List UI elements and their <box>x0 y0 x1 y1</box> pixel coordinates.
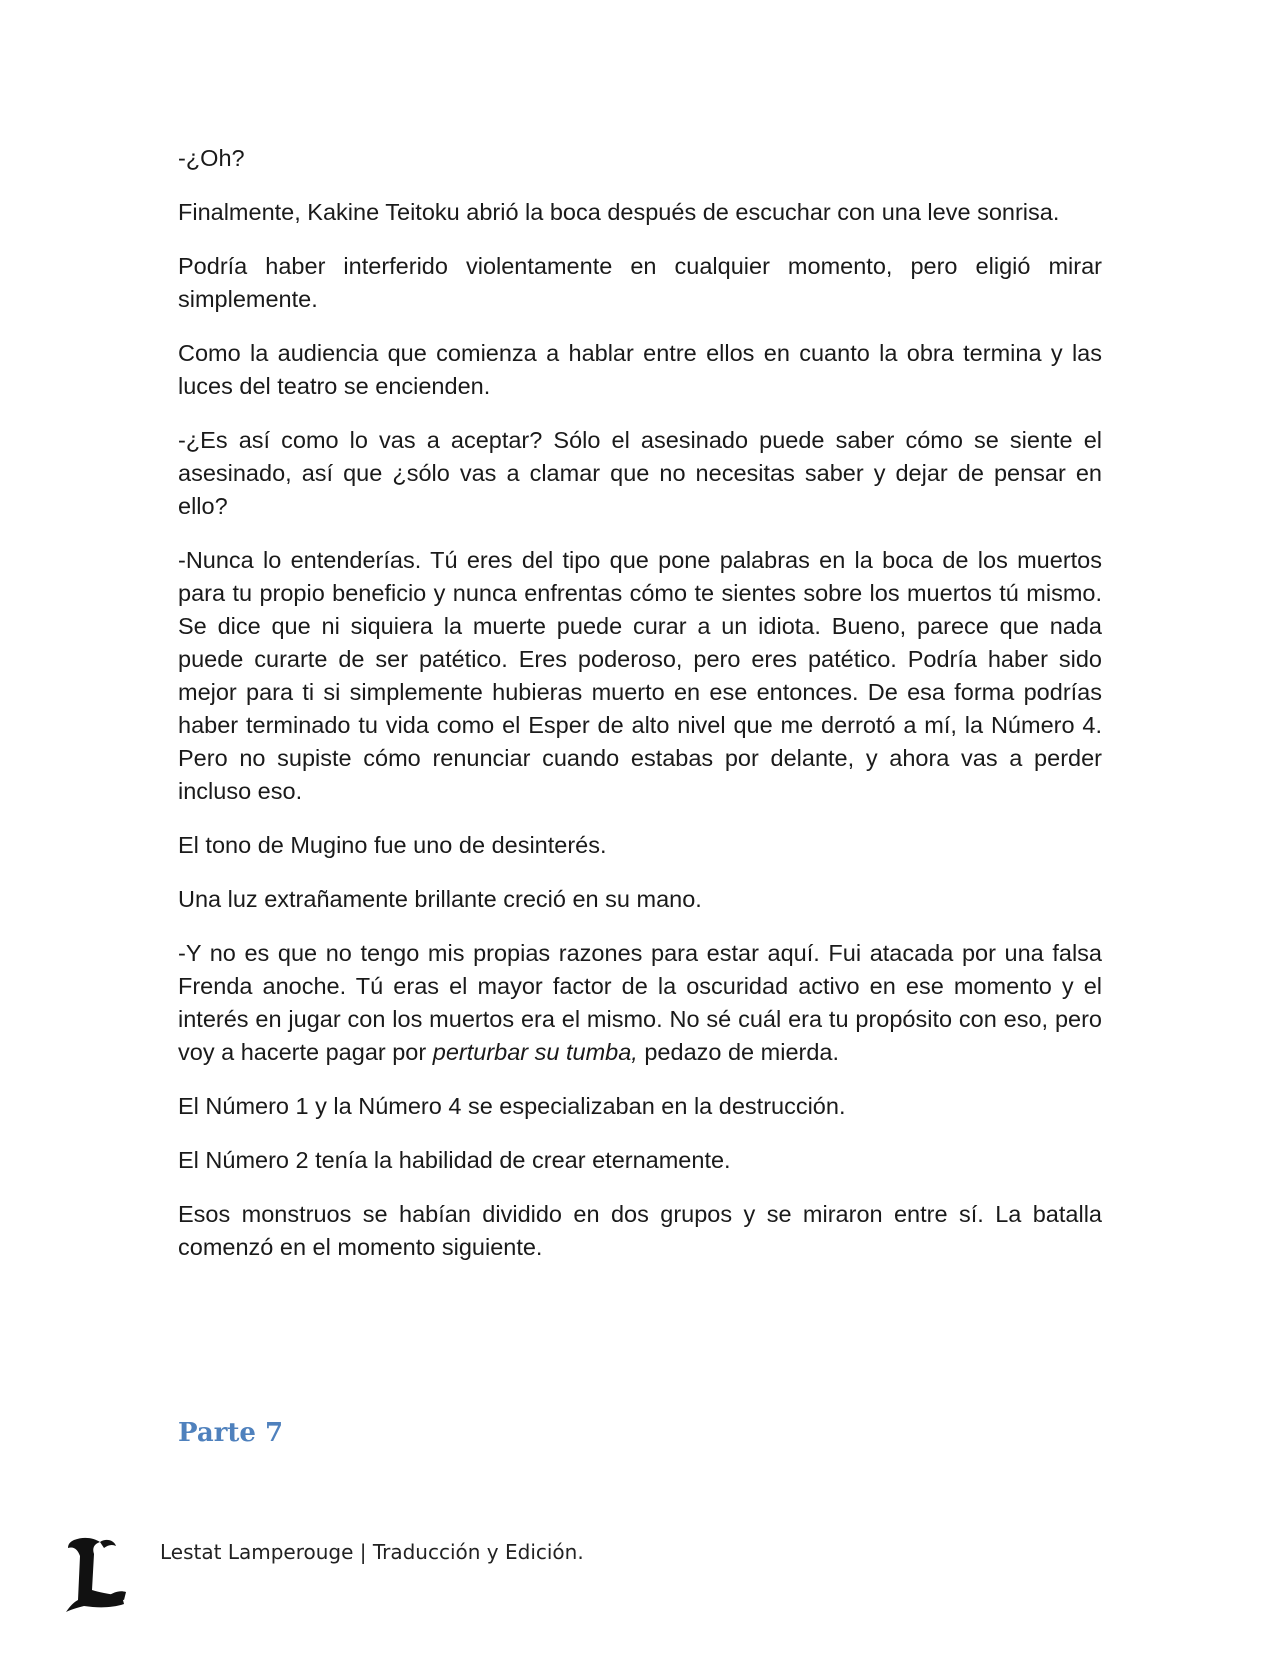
paragraph: El tono de Mugino fue uno de desinterés. <box>178 832 607 858</box>
paragraph: El Número 2 tenía la habilidad de crear eternamente. <box>178 1147 731 1173</box>
paragraph: -Nunca lo entenderías. Tú eres del tipo que pone palabras en la boca de los muertos para tu propio beneficio y nunca enfrentas cómo te sientes sobre los muertos tú mismo. Se dice que ni siquiera la muerte puede curar a un idiota. Bueno, parece que nada puede curarte de ser patético. Eres poderoso, pero eres patético. Podría haber sido mejor para ti si simplemente hubieras muerto en ese entonces. De esa forma podrías haber terminado tu vida como el Esper de alto nivel que me derrotó a mí, la Número 4. Pero no supiste cómo renunciar cuando estabas por delante, y ahora vas a perder incluso eso. <box>178 547 1102 804</box>
paragraph: Finalmente, Kakine Teitoku abrió la boca después de escuchar con una leve sonrisa. <box>178 199 1060 225</box>
page-body <box>178 142 1102 1285</box>
paragraph: Podría haber interferido violentamente en cualquier momento, pero eligió mirar simplemente. <box>178 253 1102 312</box>
paragraph-text: -Y no es que no tengo mis propias razones para estar aquí. Fui atacada por una falsa Frenda anoche. Tú eras el mayor factor de la oscuridad activo en ese momento y el interés en jugar con los muertos era el mismo. No sé cuál era tu propósito con eso, pero voy a hacerte pagar por <box>178 940 1102 1065</box>
paragraph: Como la audiencia que comienza a hablar entre ellos en cuanto la obra termina y las luces del teatro se encienden. <box>178 340 1102 399</box>
paragraph-text: pedazo de mierda. <box>637 1039 840 1065</box>
paragraph-with-italic <box>178 937 1102 1069</box>
paragraph: Esos monstruos se habían dividido en dos grupos y se miraron entre sí. La batalla comenzó en el momento siguiente. <box>178 1201 1102 1260</box>
section-heading: Parte 7 <box>178 1418 284 1448</box>
paragraph: El Número 1 y la Número 4 se especializaban en la destrucción. <box>178 1093 846 1119</box>
paragraph: Una luz extrañamente brillante creció en su mano. <box>178 886 702 912</box>
paragraph: -¿Oh? <box>178 145 245 171</box>
blackletter-l-logo-icon <box>64 1534 128 1614</box>
paragraph: -¿Es así como lo vas a aceptar? Sólo el asesinado puede saber cómo se siente el asesinado, así que ¿sólo vas a clamar que no necesitas saber y dejar de pensar en ello? <box>178 427 1102 519</box>
italic-phrase: perturbar su tumba, <box>432 1039 638 1065</box>
footer-credit: Lestat Lamperouge | Traducción y Edición. <box>160 1540 584 1564</box>
